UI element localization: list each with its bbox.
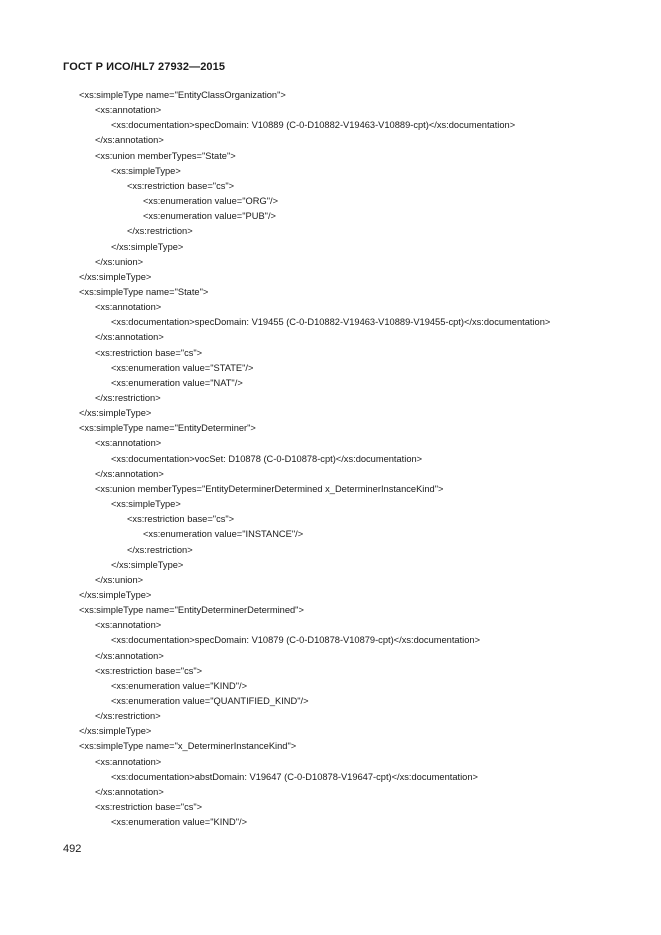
code-line: <xs:restriction base="cs"> [95, 347, 203, 358]
code-line: <xs:enumeration value="ORG"/> [143, 196, 279, 207]
code-line: <xs:enumeration value="PUB"/> [143, 211, 276, 222]
code-line: <xs:documentation>specDomain: V10889 (C-0-D10882-V19463-V10889-cpt)</xs:documentation> [111, 120, 516, 131]
code-line: </xs:union> [95, 574, 144, 585]
code-line: </xs:simpleType> [79, 408, 152, 419]
code-line: </xs:restriction> [127, 226, 193, 237]
code-line: </xs:simpleType> [79, 271, 152, 282]
code-line: <xs:restriction base="cs"> [127, 180, 235, 191]
code-line: <xs:annotation> [95, 105, 162, 116]
code-line: <xs:documentation>vocSet: D10878 (C-0-D10878-cpt)</xs:documentation> [111, 453, 423, 464]
code-line: <xs:simpleType name="EntityDeterminer"> [79, 423, 256, 434]
code-line: </xs:restriction> [95, 711, 161, 722]
code-line: <xs:annotation> [95, 438, 162, 449]
code-line: <xs:documentation>specDomain: V19455 (C-0-D10882-V19463-V10889-V19455-cpt)</xs:documentation> [111, 317, 551, 328]
code-line: <xs:annotation> [95, 620, 162, 631]
code-line: <xs:enumeration value="INSTANCE"/> [143, 529, 304, 540]
code-line: <xs:documentation>abstDomain: V19647 (C-0-D10878-V19647-cpt)</xs:documentation> [111, 771, 478, 782]
code-line: <xs:simpleType> [111, 499, 181, 510]
code-line: <xs:enumeration value="KIND"/> [111, 817, 248, 828]
code-line: <xs:enumeration value="STATE"/> [111, 362, 254, 373]
code-line: <xs:annotation> [95, 756, 162, 767]
code-line: </xs:restriction> [95, 393, 161, 403]
code-line: <xs:documentation>specDomain: V10879 (C-0-D10878-V10879-cpt)</xs:documentation> [111, 635, 480, 646]
code-line: <xs:simpleType name="State"> [79, 286, 209, 297]
code-line: <xs:simpleType name="x_DeterminerInstanceKind"> [79, 741, 297, 752]
code-line: <xs:enumeration value="NAT"/> [111, 377, 243, 388]
code-line: <xs:annotation> [95, 302, 162, 313]
code-line: <xs:simpleType name="EntityClassOrganization"> [79, 90, 286, 100]
code-line: <xs:restriction base="cs"> [95, 665, 203, 676]
code-line: <xs:union memberTypes="EntityDeterminerDetermined x_DeterminerInstanceKind"> [95, 483, 444, 494]
code-line: </xs:restriction> [127, 544, 193, 555]
document-header: ГОСТ Р ИСО/HL7 27932—2015 [63, 61, 226, 73]
code-line: <xs:enumeration value="KIND"/> [111, 680, 248, 691]
code-line: <xs:simpleType> [111, 165, 181, 176]
code-line: </xs:union> [95, 256, 144, 267]
code-line: </xs:simpleType> [111, 559, 184, 570]
code-line: <xs:restriction base="cs"> [127, 514, 235, 525]
code-line: </xs:simpleType> [111, 241, 184, 252]
code-line: <xs:restriction base="cs"> [95, 802, 203, 813]
code-line: </xs:annotation> [95, 468, 164, 479]
code-line: </xs:annotation> [95, 786, 164, 797]
code-line: </xs:annotation> [95, 332, 164, 343]
code-line: </xs:simpleType> [79, 589, 152, 600]
code-line: </xs:simpleType> [79, 726, 152, 737]
code-line: </xs:annotation> [95, 650, 164, 661]
code-line: <xs:union memberTypes="State"> [95, 150, 236, 161]
code-line: <xs:simpleType name="EntityDeterminerDetermined"> [79, 605, 304, 616]
code-line: <xs:enumeration value="QUANTIFIED_KIND"/> [111, 696, 309, 706]
page-number: 492 [63, 843, 82, 855]
code-line: </xs:annotation> [95, 135, 164, 146]
